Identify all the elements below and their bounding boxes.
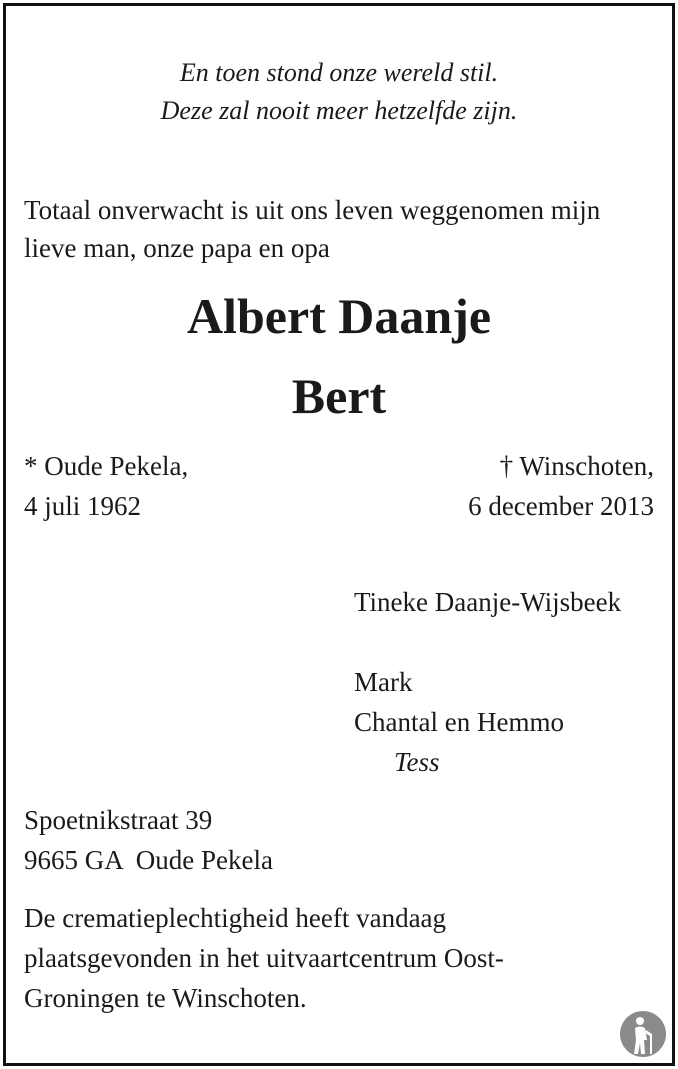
poem-line-2: Deze zal nooit meer hetzelfde zijn. (160, 96, 518, 125)
ceremony-line-1: De crematieplechtigheid heeft vandaag (24, 903, 447, 933)
deceased-nickname: Bert (291, 368, 387, 424)
spouse-name: Tineke Daanje-Wijsbeek (354, 587, 622, 617)
children-list (354, 662, 564, 782)
intro-line-2: lieve man, onze papa en opa (24, 233, 330, 263)
ceremony-text (24, 898, 504, 1018)
address (24, 800, 273, 880)
death-place: † Winschoten, (499, 451, 654, 481)
deceased-full-name: Albert Daanje (186, 288, 492, 344)
child-name: Chantal en Hemmo (354, 707, 564, 737)
intro-line-1: Totaal onverwacht is uit ons leven weggenomen mijn (24, 195, 601, 225)
ceremony-line-2: plaatsgevonden in het uitvaartcentrum Oost- (24, 943, 504, 973)
memorial-figure-icon (619, 1010, 667, 1058)
ceremony-line-3: Groningen te Winschoten. (24, 983, 307, 1013)
death-info (468, 446, 654, 526)
death-date: 6 december 2013 (468, 491, 654, 521)
grandchild-name: Tess (394, 747, 440, 777)
birth-info (24, 446, 188, 526)
address-city: 9665 GA Oude Pekela (24, 845, 273, 875)
address-street: Spoetnikstraat 39 (24, 805, 213, 835)
child-name: Mark (354, 667, 413, 697)
poem (0, 54, 678, 130)
intro-text (24, 191, 600, 267)
poem-line-1: En toen stond onze wereld stil. (179, 58, 499, 87)
birth-place: * Oude Pekela, (24, 451, 189, 481)
birth-date: 4 juli 1962 (24, 491, 142, 521)
